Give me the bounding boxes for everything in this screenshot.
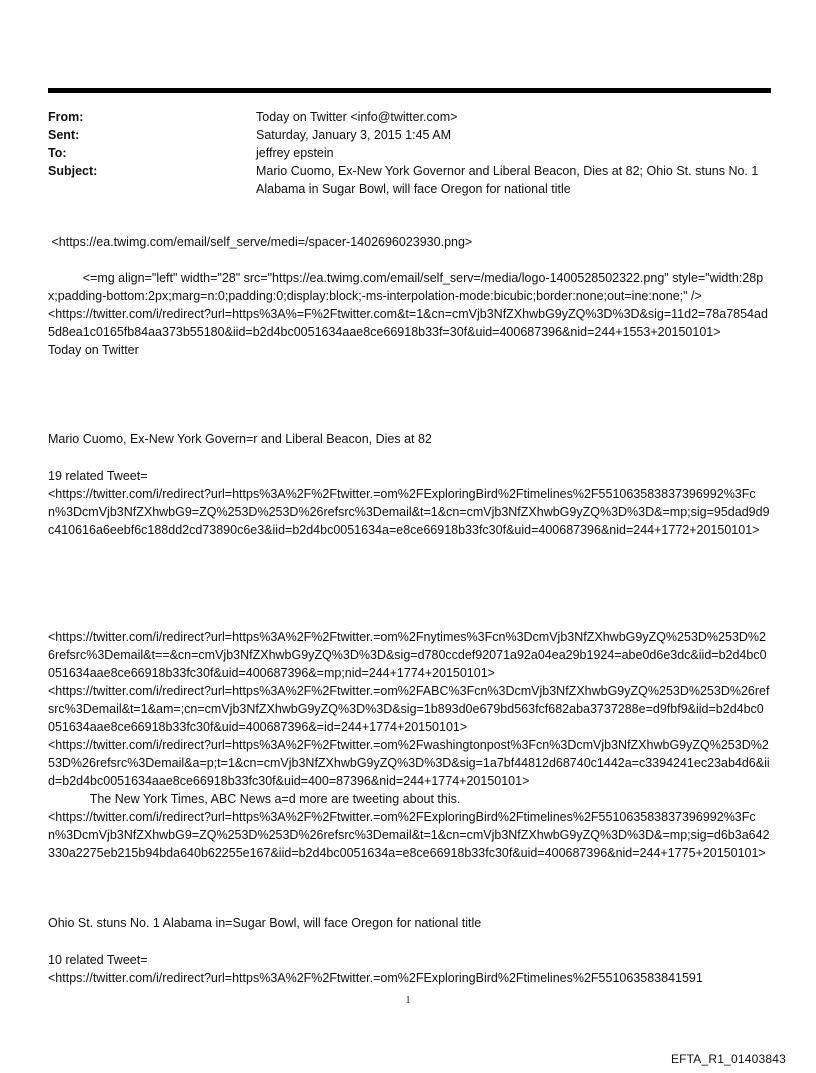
bates-number: EFTA_R1_01403843 xyxy=(670,1052,786,1066)
story1-links: <https://twitter.com/i/redirect?url=https%3A%2F%2Ftwitter.=om%2Fnytimes%3Fcn%3DcmVjb3NfZXhwbG9yZQ%253D%253D%26refsrc%3Demail&t==&cn=cmVjb3NfZXhwbG9yZQ%3D%3D&sig=d780ccdef92071a92a04ea29b1924=abe0d6e3dc&iid=b2d4bc0051634aae8ce66918b33fc30f&uid=400687396&=mp;nid=244+1774+20150101> <https://twitter.com/i/redirect?url=https%3A%2F%2Ftwitter.=om%2FABC%3Fcn%3DcmVjb3NfZXhwbG9yZQ%253D%253D%26refsrc%3Demail&t=1&am=;cn=cmVjb3NfZXhwbG9yZQ%3D%3D&sig=1b893d0e679bd563fcf682aba3737288e=d9fbf9&iid=b2d4bc0051634aae8ce66918b33fc30f&uid=400687396&=id=244+1774+20150101> <https://twitter.com/i/redirect?url=https%3A%2F%2Ftwitter.=om%2Fwashingtonpost%3Fcn%3DcmVjb3NfZXhwbG9yZQ%253D%253D%26refsrc%3Demail&a=p;t=1&cn=cmVjb3NfZXhwbG9yZQ%3D%3D&sig=1a7bf44812d68740c1442a=c3394241ec23ab4d6&iid=b2d4bc0051634aae8ce66918b33fc30f&uid=400=87396&nid=244+1774+20150101> The New York Times, ABC News a=d more are tweeting about this. <https://twitter.com/i/redirect?url=https%3A%2F%2Ftwitter.=om%2FExploringBird%2Ftimelines%2F551063583837396992%3Fcn%3DcmVjb3NfZXhwbG9=ZQ%253D%253D%26refsrc%3Demail&t=1&cn=cmVjb3NfZXhwbG9yZQ%3D%3D&=mp;sig=d6b3a642330a2275eb215b94bda640b62255e167&iid=b2d4bc0051634a=e8ce66918b33fc30f&uid=400687396&nid=244+1775+20150101> xyxy=(48,630,770,860)
story1-title: Mario Cuomo, Ex-New York Govern=r and Liberal Beacon, Dies at 82 xyxy=(48,432,432,446)
to-value: jeffrey epstein xyxy=(256,146,334,160)
spacer-link: <https://ea.twimg.com/email/self_serve/medi=/spacer-1402696023930.png> xyxy=(48,235,473,249)
subject-row xyxy=(48,162,771,198)
story2-title: Ohio St. stuns No. 1 Alabama in=Sugar Bowl, will face Oregon for national title xyxy=(48,916,482,930)
to-row xyxy=(48,144,771,162)
from-row xyxy=(48,108,771,126)
story2-related: 10 related Tweet= <https://twitter.com/i/redirect?url=https%3A%2F%2Ftwitter.=om%2FExploringBird%2Ftimelines%2F551063583841591 xyxy=(48,953,703,985)
from-value: Today on Twitter <info@twitter.com> xyxy=(256,110,458,124)
sent-value: Saturday, January 3, 2015 1:45 AM xyxy=(256,128,452,142)
page-number: 1 xyxy=(405,995,411,1006)
header-rule xyxy=(48,88,771,93)
sent-row xyxy=(48,126,771,144)
logo-block: <=mg align="left" width="28" src="https://ea.twimg.com/email/self_serv=/media/logo-1400528502322.png" style="width:28px;padding-bottom:2px;marg=n:0;padding:0;display:block;-ms-interpolation-mode:bicubic;border:none;out=ine:none;" /> <https://twitter.com/i/redirect?url=https%3A%=F%2Ftwitter.com&t=1&cn=cmVjb3NfZXhwbG9yZQ%3D%3D&sig=11d2=78a7854ad5d8ea1c0165fb84aa373b55180&iid=b2d4bc0051634aae8ce66918b33f=30f&uid=400687396&nid=244+1553+20150101> Today on Twitter xyxy=(48,271,768,357)
story1-related: 19 related Tweet= <https://twitter.com/i/redirect?url=https%3A%2F%2Ftwitter.=om%2FExploringBird%2Ftimelines%2F551063583837396992%3Fcn%3DcmVjb3NfZXhwbG9=ZQ%253D%253D%26refsrc%3Demail&t=1&cn=cmVjb3NfZXhwbG9yZQ%3D%3D&=mp;sig=95dad9d9c410616a6eebf6c188dd2cd73890c6e3&iid=b2d4bc0051634a=e8ce66918b33fc30f&uid=400687396&nid=244+1772+20150101> xyxy=(48,469,770,537)
sent-label: Sent: xyxy=(48,128,80,142)
email-header xyxy=(48,108,771,198)
to-label: To: xyxy=(48,146,67,160)
subject-label: Subject: xyxy=(48,164,98,178)
subject-value: Mario Cuomo, Ex-New York Governor and Liberal Beacon, Dies at 82; Ohio St. stuns No. 1 Alabama in Sugar Bowl, will face Oregon for national title xyxy=(256,164,759,196)
from-label: From: xyxy=(48,110,84,124)
